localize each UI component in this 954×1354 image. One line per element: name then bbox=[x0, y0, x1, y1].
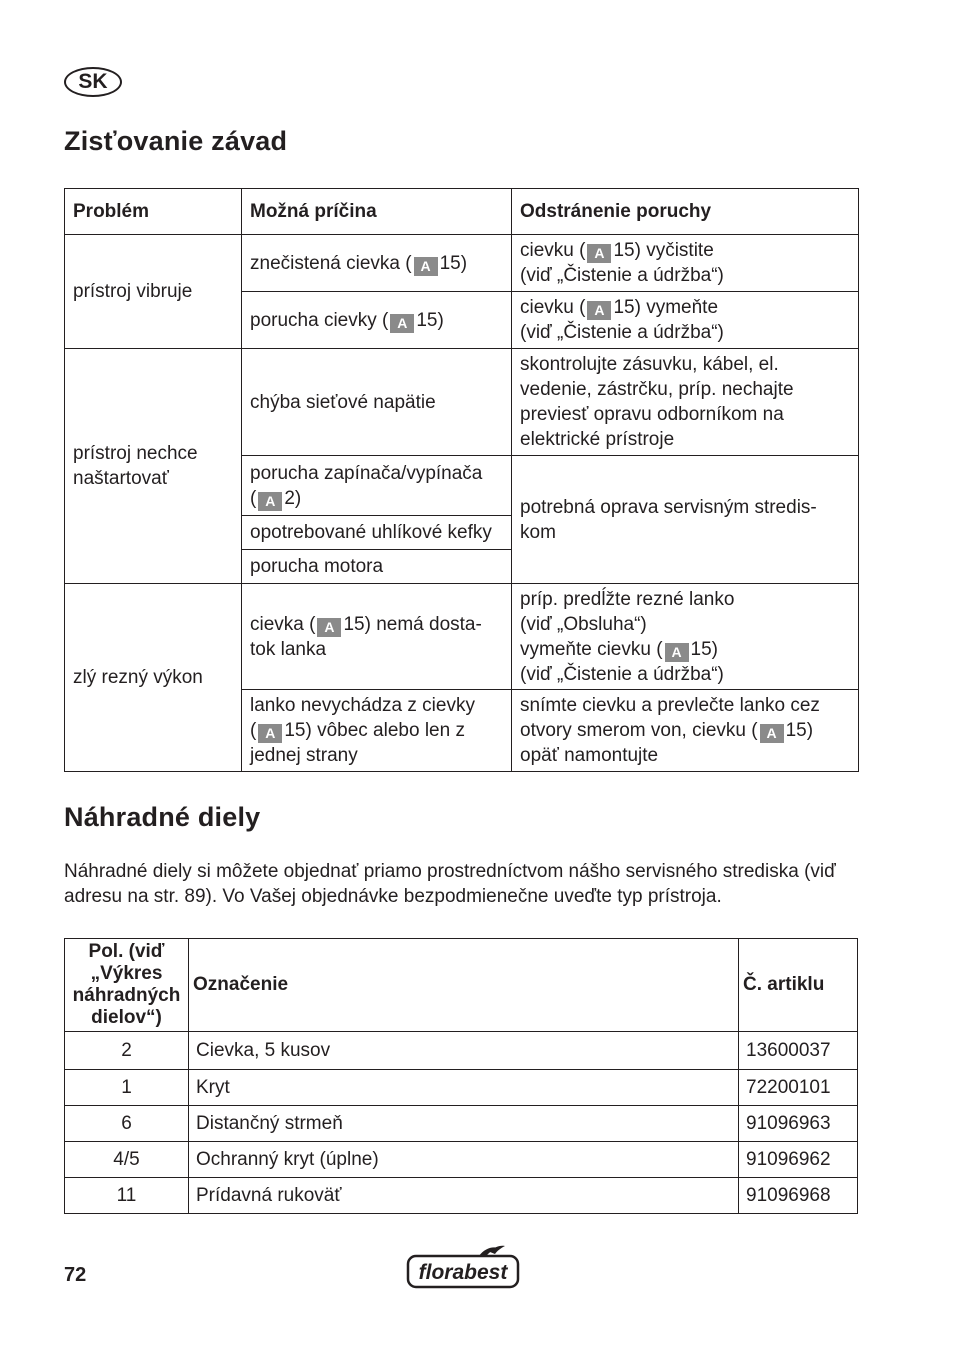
cause-dirty-spool: znečistená cievka ( A 15) bbox=[242, 235, 512, 292]
troubleshooting-table bbox=[64, 188, 859, 772]
part-name: Cievka, 5 kusov bbox=[189, 1032, 739, 1070]
part-name: Distančný strmeň bbox=[189, 1106, 739, 1142]
part-position: 1 bbox=[65, 1070, 189, 1106]
part-article: 91096968 bbox=[739, 1178, 858, 1214]
language-badge bbox=[64, 67, 122, 97]
cause-line-stuck: lanko nevychádza z cievky ( A 15) vôbec alebo len z jednej strany bbox=[242, 690, 512, 772]
header-designation: Označenie bbox=[189, 939, 739, 1032]
brand-name: florabest bbox=[418, 1261, 508, 1284]
fix-rethread-line: snímte cievku a prevlečte lanko cez otvory smerom von, cievku ( A 15) opäť namontujte bbox=[512, 690, 859, 772]
figure-a-icon: A bbox=[258, 492, 282, 511]
part-position: 2 bbox=[65, 1032, 189, 1070]
cause-motor-fault: porucha motora bbox=[242, 550, 512, 584]
part-article: 91096963 bbox=[739, 1106, 858, 1142]
header-fix: Odstránenie poruchy bbox=[512, 189, 859, 235]
fix-check-power: skontrolujte zásuvku, kábel, el. vedenie, zástrčku, príp. nechajte previesť opravu odborníkom na elektrické prístroje bbox=[512, 349, 859, 456]
header-cause: Možná príčina bbox=[242, 189, 512, 235]
spare-parts-intro: Náhradné diely si môžete objednať priamo prostredníctvom nášho servisného strediska (viď adresu na str. 89). Vo Vašej objednávke bezpodmienečne uveďte typ prístroja. bbox=[64, 861, 836, 907]
figure-a-icon: A bbox=[390, 314, 414, 333]
header-position: Pol. (viď „Výkres náhradných dielov“) bbox=[65, 939, 189, 1032]
cause-worn-brushes: opotrebované uhlíkové kefky bbox=[242, 516, 512, 550]
problem-vibration: prístroj vibruje bbox=[65, 235, 242, 349]
problem-no-start: prístroj nechce naštartovať bbox=[65, 349, 242, 584]
table-row bbox=[65, 1178, 858, 1214]
table-header-row bbox=[65, 189, 859, 235]
figure-a-icon: A bbox=[760, 724, 784, 743]
spare-parts-table bbox=[64, 938, 858, 1214]
cause-no-voltage: chýba sieťové napätie bbox=[242, 349, 512, 456]
figure-a-icon: A bbox=[414, 257, 438, 276]
part-name: Prídavná rukoväť bbox=[189, 1178, 739, 1214]
header-article: Č. artiklu bbox=[739, 939, 858, 1032]
part-article: 91096962 bbox=[739, 1142, 858, 1178]
table-row bbox=[65, 349, 859, 456]
part-name: Kryt bbox=[189, 1070, 739, 1106]
florabest-logo bbox=[406, 1244, 520, 1295]
header-problem: Problém bbox=[65, 189, 242, 235]
fix-service-repair: potrebná oprava servisným stredis- kom bbox=[512, 456, 859, 584]
table-header-row bbox=[65, 939, 858, 1032]
part-article: 72200101 bbox=[739, 1070, 858, 1106]
figure-a-icon: A bbox=[587, 301, 611, 320]
fix-replace-spool: cievku ( A 15) vymeňte (viď „Čistenie a údržba“) bbox=[512, 292, 859, 349]
page-number: 72 bbox=[64, 1264, 87, 1286]
fix-extend-line: príp. predĺžte rezné lanko (viď „Obsluha“) vymeňte cievku ( A 15) (viď „Čistenie a údržba“) bbox=[512, 584, 859, 690]
part-article: 13600037 bbox=[739, 1032, 858, 1070]
part-position: 11 bbox=[65, 1178, 189, 1214]
cause-short-line: cievka ( A 15) nemá dosta- tok lanka bbox=[242, 584, 512, 690]
table-row bbox=[65, 1070, 858, 1106]
part-name: Ochranný kryt (úplne) bbox=[189, 1142, 739, 1178]
figure-a-icon: A bbox=[587, 244, 611, 263]
troubleshooting-title: Zisťovanie závad bbox=[64, 126, 288, 156]
table-row bbox=[65, 235, 859, 292]
spare-parts-title: Náhradné diely bbox=[64, 802, 261, 832]
table-row bbox=[65, 1142, 858, 1178]
florabest-logo-icon bbox=[406, 1244, 520, 1290]
language-code: SK bbox=[78, 70, 108, 93]
figure-a-icon: A bbox=[258, 724, 282, 743]
figure-a-icon: A bbox=[317, 618, 341, 637]
cause-spool-fault: porucha cievky ( A 15) bbox=[242, 292, 512, 349]
figure-a-icon: A bbox=[665, 643, 689, 662]
fix-clean-spool: cievku ( A 15) vyčistite (viď „Čistenie a údržba“) bbox=[512, 235, 859, 292]
table-row bbox=[65, 1032, 858, 1070]
table-row bbox=[65, 584, 859, 690]
problem-poor-cutting: zlý rezný výkon bbox=[65, 584, 242, 772]
part-position: 4/5 bbox=[65, 1142, 189, 1178]
cause-switch-fault: porucha zapínača/vypínača ( A 2) bbox=[242, 456, 512, 516]
part-position: 6 bbox=[65, 1106, 189, 1142]
table-row bbox=[65, 1106, 858, 1142]
